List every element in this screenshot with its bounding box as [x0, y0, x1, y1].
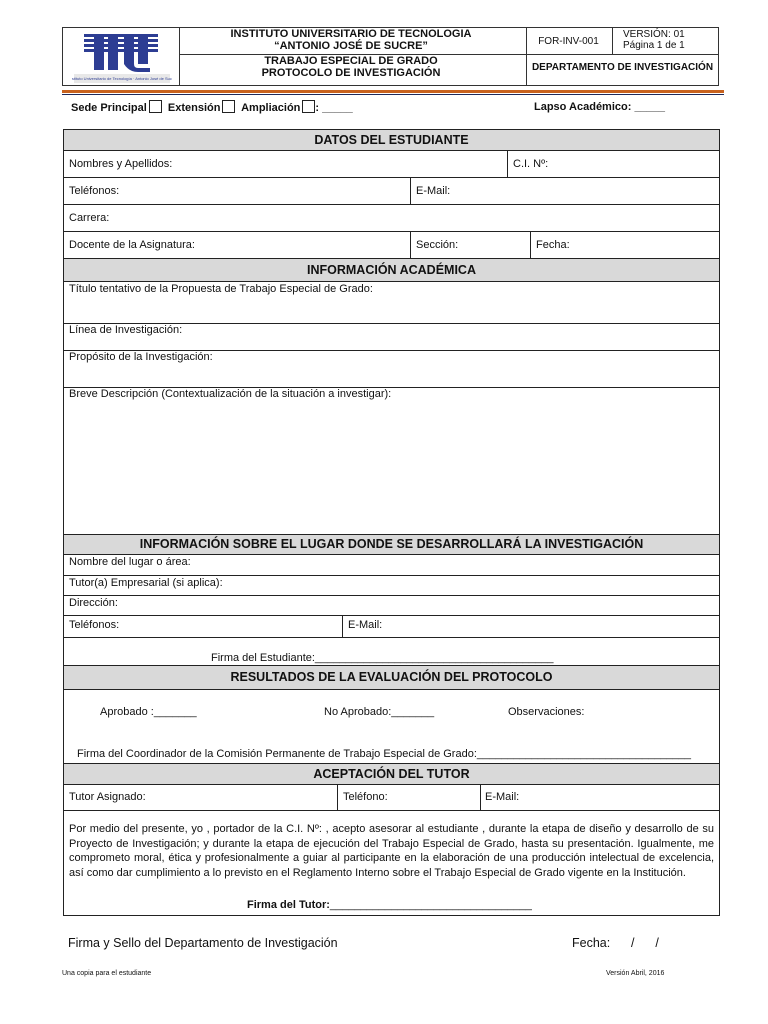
ampliacion-checkbox[interactable] [302, 100, 315, 113]
row-firma-estudiante [63, 638, 720, 666]
row-proposito [63, 351, 720, 388]
section-tutor-title: ACEPTACIÓN DEL TUTOR [313, 767, 470, 781]
document-title-line2: PROTOCOLO DE INVESTIGACIÓN [261, 67, 441, 79]
nombres-field[interactable]: Nombres y Apellidos: [69, 158, 173, 170]
svg-text:Instituto Universitario de Tec: Instituto Universitario de Tecnología · Antonio José de Sucre [72, 76, 172, 81]
section-datos-title: DATOS DEL ESTUDIANTE [314, 133, 469, 147]
observaciones-field[interactable]: Observaciones: [508, 706, 585, 718]
page-label: Página 1 de 1 [623, 40, 685, 51]
header-rule-navy [62, 94, 724, 95]
row-tutor-empresarial [63, 576, 720, 596]
department-label: DEPARTAMENTO DE INVESTIGACIÓN [531, 62, 714, 73]
proposito-field[interactable]: Propósito de la Investigación: [69, 351, 213, 363]
row-tutor-asignado [63, 785, 720, 811]
copia-estudiante-note: Una copia para el estudiante [62, 970, 152, 977]
titulo-field[interactable]: Título tentativo de la Propuesta de Trabajo Especial de Grado: [69, 283, 373, 295]
firma-estudiante-field[interactable]: Firma del Estudiante:_______________________________________ [211, 652, 554, 664]
institute-name-line1: INSTITUTO UNIVERSITARIO DE TECNOLOGIA [230, 28, 472, 40]
lapso-academico[interactable]: Lapso Académico: _____ [534, 101, 666, 113]
tutor-email-field[interactable]: E-Mail: [485, 791, 520, 803]
section-lugar-title: INFORMACIÓN SOBRE EL LUGAR DONDE SE DESARROLLARÁ LA INVESTIGACIÓN [139, 537, 644, 551]
firma-tutor-label: Firma del Tutor: [247, 899, 330, 911]
row-carrera [63, 205, 720, 232]
lugar-email-field[interactable]: E-Mail: [348, 619, 383, 631]
row-docente [63, 232, 720, 259]
row-telefonos [63, 178, 720, 205]
institute-name [178, 28, 524, 52]
nombre-lugar-field[interactable]: Nombre del lugar o área: [69, 556, 191, 568]
ampliacion-suffix: : _____ [315, 102, 353, 114]
fecha-field[interactable]: Fecha: [536, 239, 570, 251]
firma-sello-departamento[interactable]: Firma y Sello del Departamento de Investigación [68, 936, 338, 950]
sede-principal-label: Sede Principal [71, 102, 147, 114]
sede-line [71, 100, 353, 114]
row-nombres [63, 151, 720, 178]
extension-label: Extensión [167, 102, 221, 114]
lugar-telefonos-field[interactable]: Teléfonos: [69, 619, 120, 631]
seccion-field[interactable]: Sección: [416, 239, 459, 251]
ampliacion-label: Ampliación [241, 102, 301, 114]
version-label: VERSIÓN: 01 [623, 29, 685, 40]
descripcion-field[interactable]: Breve Descripción (Contextualización de la situación a investigar): [69, 388, 392, 400]
section-resultados-title: RESULTADOS DE LA EVALUACIÓN DEL PROTOCOLO [230, 670, 553, 684]
row-titulo [63, 282, 720, 324]
row-linea [63, 324, 720, 351]
institute-name-line2: “ANTONIO JOSÉ DE SUCRE” [274, 40, 428, 52]
email-field[interactable]: E-Mail: [416, 185, 451, 197]
firma-coordinador-field[interactable]: Firma del Coordinador de la Comisión Permanente de Trabajo Especial de Grado:___________________________________ [77, 748, 691, 760]
carrera-field[interactable]: Carrera: [69, 212, 110, 224]
document-title [178, 55, 524, 79]
row-resultados [63, 690, 720, 764]
aprobado-field[interactable]: Aprobado :_______ [100, 706, 197, 718]
telefonos-field[interactable]: Teléfonos: [69, 185, 120, 197]
document-code: FOR-INV-001 [538, 36, 599, 47]
row-lugar-telefonos [63, 616, 720, 638]
sede-principal-checkbox[interactable] [149, 100, 162, 113]
docente-field[interactable]: Docente de la Asignatura: [69, 239, 195, 251]
section-academica-title: INFORMACIÓN ACADÉMICA [307, 263, 476, 277]
section-resultados [63, 666, 720, 690]
section-aceptacion-tutor [63, 764, 720, 785]
row-tutor-declaracion [63, 811, 720, 916]
institute-logo [72, 30, 172, 84]
version-date-note: Versión Abril, 2016 [606, 970, 665, 977]
document-title-line1: TRABAJO ESPECIAL DE GRADO [264, 55, 438, 67]
linea-field[interactable]: Línea de Investigación: [69, 324, 183, 336]
row-descripcion [63, 388, 720, 535]
firma-tutor-line: _________________________________ [329, 899, 532, 911]
tutor-asignado-field[interactable]: Tutor Asignado: [69, 791, 146, 803]
tutor-declaration-text: Por medio del presente, yo , portador de la C.I. Nº: , acepto asesorar al estudiante , durante la etapa de diseño y desarrollo de su Proyecto de Investigación; y durante la etapa de ejecución del Trabajo Especial de Grado, hasta su presentación. Igualmente, me comprometo moral, ética y profesionalmente a guiar al participante en la elaboración de una producción intelectual de excelencia, así como dar cumplimiento a lo previsto en el Reglamento Interno sobre el Trabajo Especial de Grado vigente en la Institución. [69, 823, 714, 879]
no-aprobado-field[interactable]: No Aprobado:_______ [324, 706, 435, 718]
footer-fecha[interactable]: Fecha: / / [572, 936, 659, 950]
ci-field[interactable]: C.I. Nº: [513, 158, 549, 170]
direccion-field[interactable]: Dirección: [69, 597, 118, 609]
version-page [623, 29, 718, 51]
tutor-telefono-field[interactable]: Teléfono: [343, 791, 388, 803]
tutor-empresarial-field[interactable]: Tutor(a) Empresarial (si aplica): [69, 577, 223, 589]
section-datos-estudiante [63, 129, 720, 151]
row-nombre-lugar [63, 555, 720, 576]
firma-tutor-field[interactable] [247, 899, 532, 912]
header-rule-orange [62, 90, 724, 93]
extension-checkbox[interactable] [222, 100, 235, 113]
section-informacion-academica [63, 259, 720, 282]
row-direccion [63, 596, 720, 616]
section-lugar [63, 535, 720, 555]
